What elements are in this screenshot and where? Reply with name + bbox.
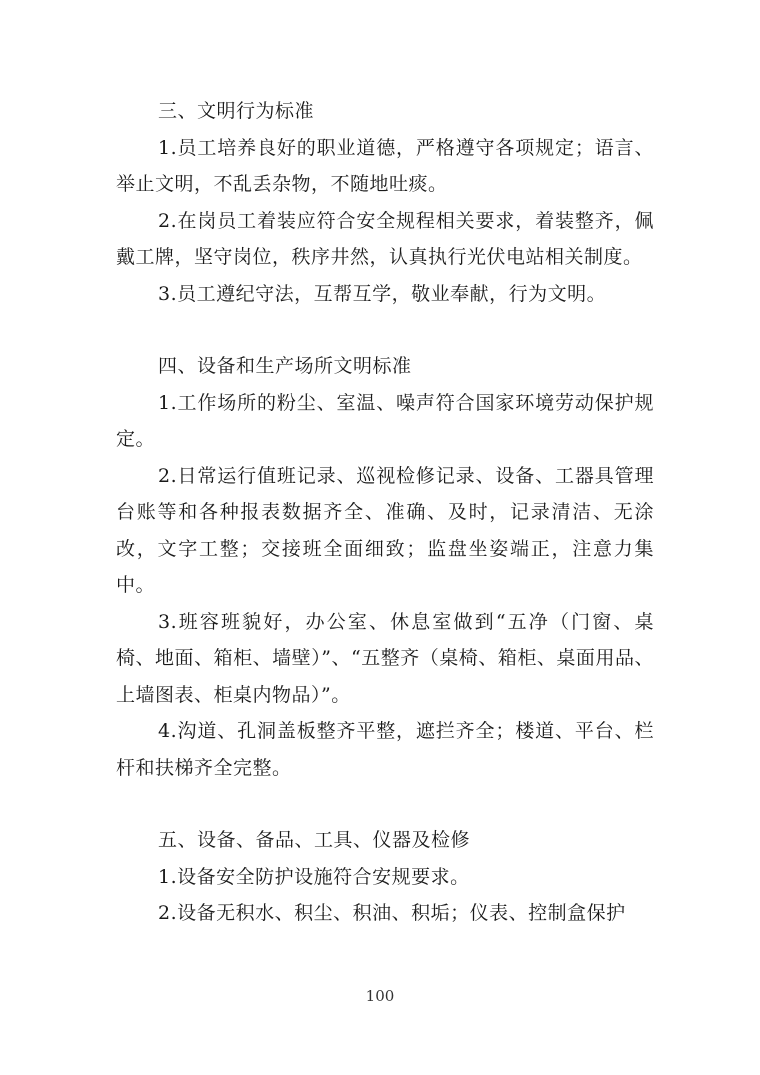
paragraph: 4.沟道、孔洞盖板整齐平整，遮拦齐全；楼道、平台、栏杆和扶梯齐全完整。 (116, 720, 654, 779)
section-equipment-workplace (116, 348, 654, 786)
section-heading: 三、文明行为标准 (158, 100, 315, 122)
document-body (116, 93, 654, 932)
paragraph: 3.员工遵纪守法，互帮互学，敬业奉献，行为文明。 (158, 282, 607, 305)
page-number: 100 (365, 987, 395, 1005)
paragraph: 3.班容班貌好，办公室、休息室做到“五净（门窗、桌椅、地面、箱柜、墙壁）”、“五整齐（桌椅、箱柜、桌面用品、上墙图表、柜桌内物品）”。 (116, 610, 654, 706)
paragraph: 2.日常运行值班记录、巡视检修记录、设备、工器具管理台账等和各种报表数据齐全、准确、及时，记录清洁、无涂改，文字工整；交接班全面细致；监盘坐姿端正，注意力集中。 (116, 464, 654, 596)
paragraph: 1.工作场所的粉尘、室温、噪声符合国家环境劳动保护规定。 (116, 391, 654, 450)
section-heading: 五、设备、备品、工具、仪器及检修 (158, 829, 471, 851)
paragraph: 2.在岗员工着装应符合安全规程相关要求，着装整齐，佩戴工牌，坚守岗位，秩序井然，认真执行光伏电站相关制度。 (116, 209, 654, 268)
paragraph: 1.设备安全防护设施符合安规要求。 (158, 865, 470, 888)
paragraph: 2.设备无积水、积尘、积油、积垢；仪表、控制盒保护 (158, 902, 626, 924)
section-equipment-maintenance (116, 822, 654, 932)
section-heading: 四、设备和生产场所文明标准 (158, 355, 412, 377)
paragraph: 1.员工培养良好的职业道德，严格遵守各项规定；语言、举止文明，不乱丢杂物，不随地吐痰。 (116, 136, 654, 195)
section-civilized-behavior (116, 93, 654, 312)
